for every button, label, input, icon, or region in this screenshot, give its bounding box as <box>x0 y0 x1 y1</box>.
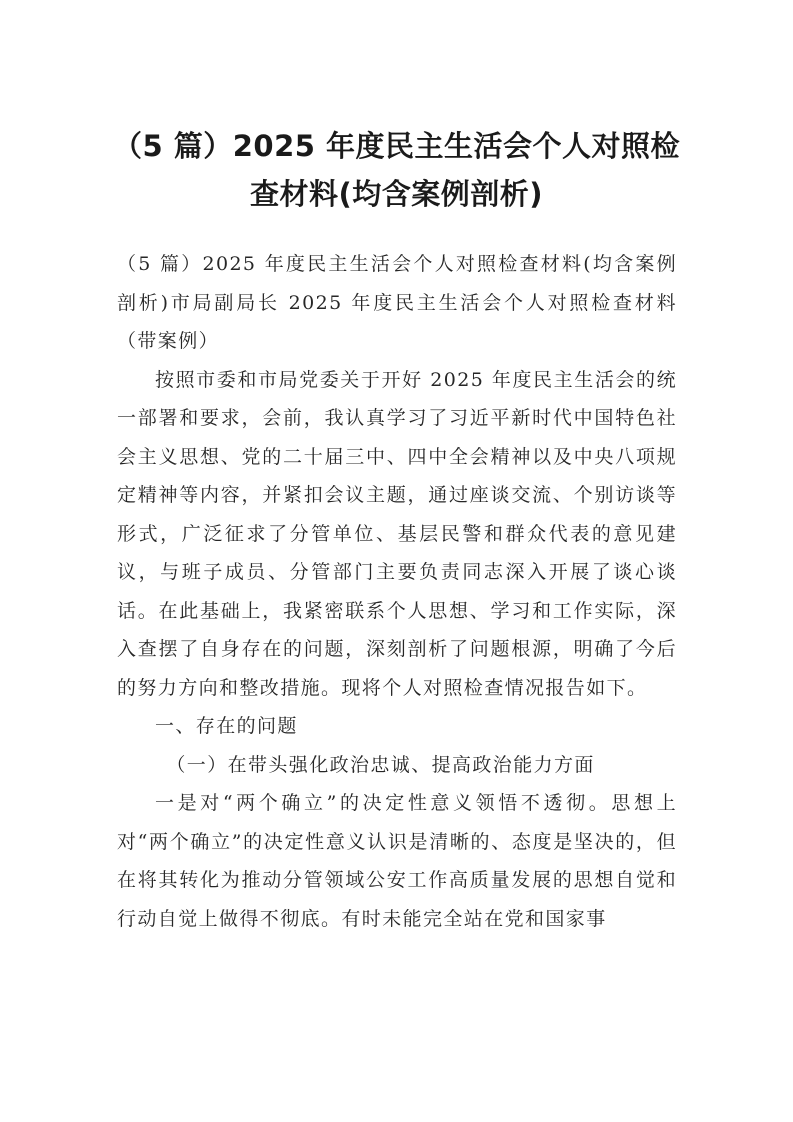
background-paragraph: 按照市委和市局党委关于开好 2025 年度民主生活会的统一部署和要求，会前，我认真学习了习近平新时代中国特色社会主义思想、党的二十届三中、四中全会精神以及中央八项规定精神等内容，并紧扣会议主题，通过座谈交流、个别访谈等形式，广泛征求了分管单位、基层民警和群众代表的意见建议，与班子成员、分管部门主要负责同志深入开展了谈心谈话。在此基础上，我紧密联系个人思想、学习和工作实际，深入查摆了自身存在的问题，深刻剖析了问题根源，明确了今后的努力方向和整改措施。现将个人对照检查情况报告如下。 <box>117 368 677 699</box>
intro-paragraph: （5 篇）2025 年度民主生活会个人对照检查材料(均含案例剖析)市局副局长 2025 年度民主生活会个人对照检查材料（带案例） <box>117 253 677 352</box>
document-title: （5 篇）2025 年度民主生活会个人对照检查材料(均含案例剖析) <box>112 129 681 211</box>
issue-paragraph: 一是对“两个确立”的决定性意义领悟不透彻。思想上对“两个确立”的决定性意义认识是清晰的、态度是坚决的，但在将其转化为推动分管领域公安工作高质量发展的思想自觉和行动自觉上做得不彻底。有时未能完全站在党和国家事 <box>117 792 677 930</box>
subsection-heading: （一）在带头强化政治忠诚、提高政治能力方面 <box>166 753 595 776</box>
document-body <box>117 245 677 938</box>
section-heading: 一、存在的问题 <box>155 715 298 737</box>
